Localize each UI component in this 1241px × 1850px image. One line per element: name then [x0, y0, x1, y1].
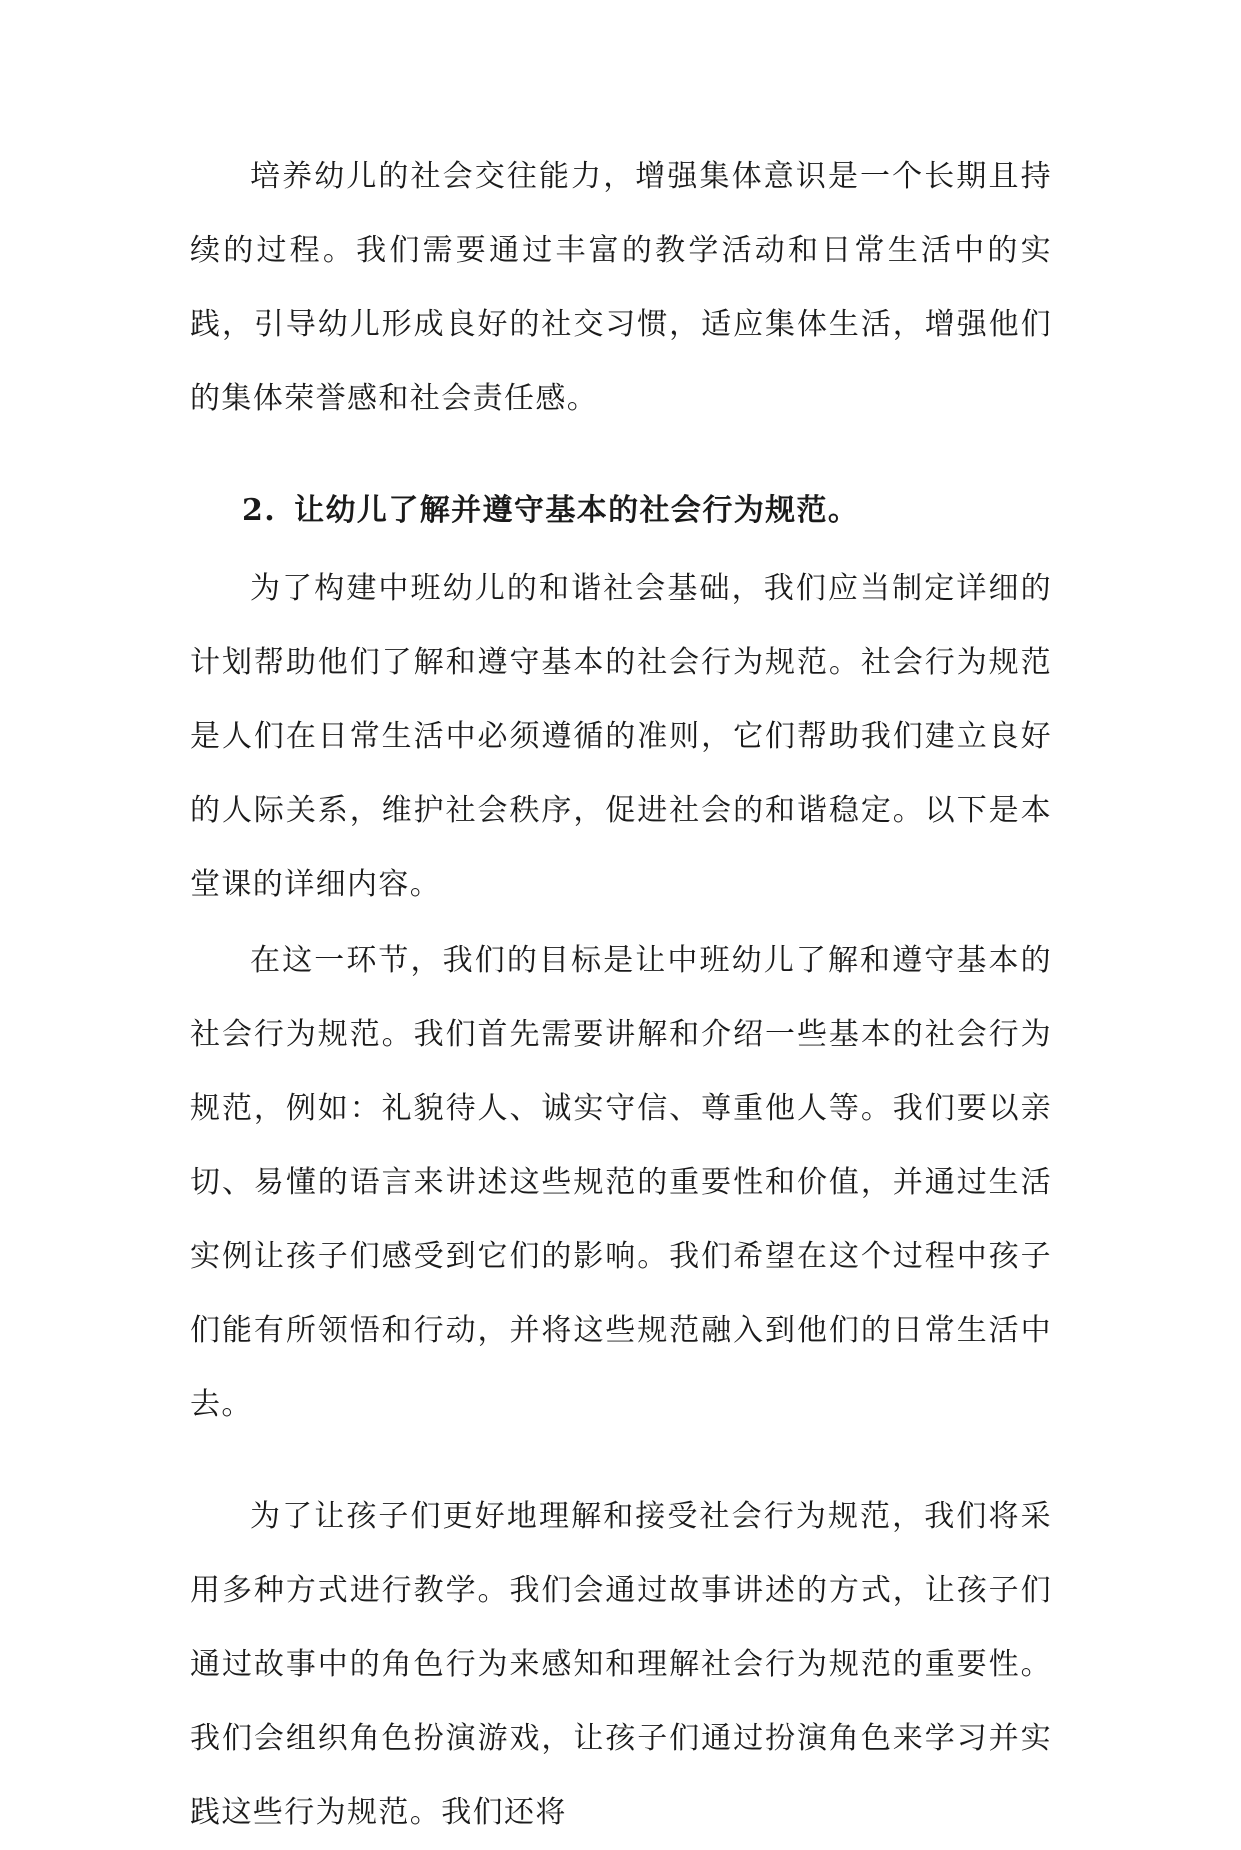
- paragraph-2: 在这一环节，我们的目标是让中班幼儿了解和遵守基本的社会行为规范。我们首先需要讲解和介绍一些基本的社会行为规范，例如：礼貌待人、诚实守信、尊重他人等。我们要以亲切、易懂的语言来讲述这些规范的重要性和价值，并通过生活实例让孩子们感受到它们的影响。我们希望在这个过程中孩子们能有所领悟和行动，并将这些规范融入到他们的日常生活中去。: [190, 943, 1052, 1422]
- paragraph-1: 为了构建中班幼儿的和谐社会基础，我们应当制定详细的计划帮助他们了解和遵守基本的社会行为规范。社会行为规范是人们在日常生活中必须遵循的准则，它们帮助我们建立良好的人际关系，维护社会秩序，促进社会的和谐稳定。以下是本堂课的详细内容。: [190, 571, 1052, 902]
- section-title: 让幼儿了解并遵守基本的社会行为规范。: [294, 493, 860, 528]
- section-heading: [190, 474, 1052, 548]
- paragraph-intro: 培养幼儿的社会交往能力，增强集体意识是一个长期且持续的过程。我们需要通过丰富的教学活动和日常生活中的实践，引导幼儿形成良好的社交习惯，适应集体生活，增强他们的集体荣誉感和社会责任感。: [190, 159, 1052, 416]
- paragraph-3: 为了让孩子们更好地理解和接受社会行为规范，我们将采用多种方式进行教学。我们会通过故事讲述的方式，让孩子们通过故事中的角色行为来感知和理解社会行为规范的重要性。我们会组织角色扮演游戏，让孩子们通过扮演角色来学习并实践这些行为规范。我们还将: [190, 1499, 1052, 1830]
- section-number: 2.: [242, 493, 277, 528]
- document-page: [190, 140, 1052, 1850]
